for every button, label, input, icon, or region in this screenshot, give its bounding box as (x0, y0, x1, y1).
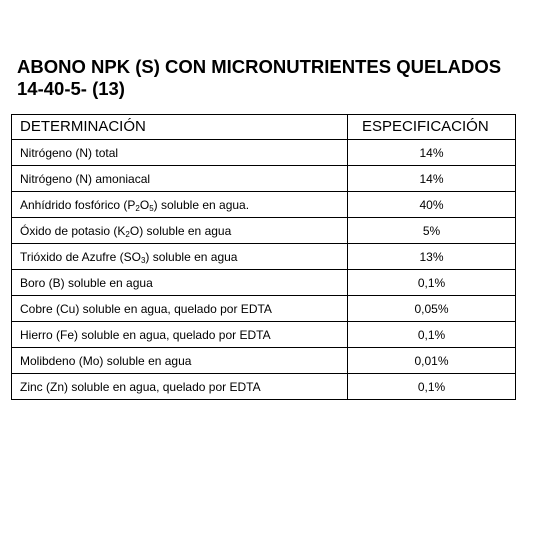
row-value: 0,01% (348, 348, 516, 374)
table-row (12, 374, 516, 400)
row-label (12, 244, 348, 270)
row-label: Nitrógeno (N) amoniacal (12, 166, 348, 192)
row-label: Zinc (Zn) soluble en agua, quelado por EDTA (12, 374, 348, 400)
subscript: 5 (149, 203, 154, 213)
table-row (12, 244, 516, 270)
header-especificacion: ESPECIFICACIÓN (348, 115, 516, 140)
row-value: 0,1% (348, 270, 516, 296)
row-value: 0,1% (348, 322, 516, 348)
row-value: 14% (348, 140, 516, 166)
row-label: Nitrógeno (N) total (12, 140, 348, 166)
table-header-row (12, 115, 516, 140)
table-row (12, 270, 516, 296)
table-row (12, 218, 516, 244)
subscript: 2 (125, 229, 130, 239)
row-label (12, 192, 348, 218)
table-row (12, 348, 516, 374)
table-row (12, 140, 516, 166)
row-value: 40% (348, 192, 516, 218)
row-label-part: ) soluble en agua (145, 249, 238, 264)
row-label-part: O (139, 197, 150, 212)
table-row (12, 296, 516, 322)
row-label-part: Anhídrido fosfórico (P (20, 197, 136, 212)
row-label: Hierro (Fe) soluble en agua, quelado por EDTA (12, 322, 348, 348)
row-value: 13% (348, 244, 516, 270)
row-label-part: Óxido de potasio (K (20, 223, 126, 238)
row-label-part: O) soluble en agua (129, 223, 232, 238)
row-value: 0,05% (348, 296, 516, 322)
row-label (12, 218, 348, 244)
specification-table (11, 114, 516, 400)
row-value: 0,1% (348, 374, 516, 400)
row-label: Cobre (Cu) soluble en agua, quelado por EDTA (12, 296, 348, 322)
row-value: 14% (348, 166, 516, 192)
row-label-part: Trióxido de Azufre (SO (20, 249, 141, 264)
row-label: Boro (B) soluble en agua (12, 270, 348, 296)
row-label: Molibdeno (Mo) soluble en agua (12, 348, 348, 374)
title-line-2: 14-40-5- (13) (17, 78, 125, 99)
subscript: 3 (140, 255, 146, 265)
row-label-part: ) soluble en agua. (153, 197, 250, 212)
title-line-1: ABONO NPK (S) CON MICRONUTRIENTES QUELADOS (17, 56, 502, 77)
row-value: 5% (348, 218, 516, 244)
document-title (17, 56, 527, 100)
table-row (12, 192, 516, 218)
header-determinacion: DETERMINACIÓN (12, 115, 348, 140)
table-row (12, 166, 516, 192)
table-row (12, 322, 516, 348)
subscript: 2 (135, 203, 140, 213)
